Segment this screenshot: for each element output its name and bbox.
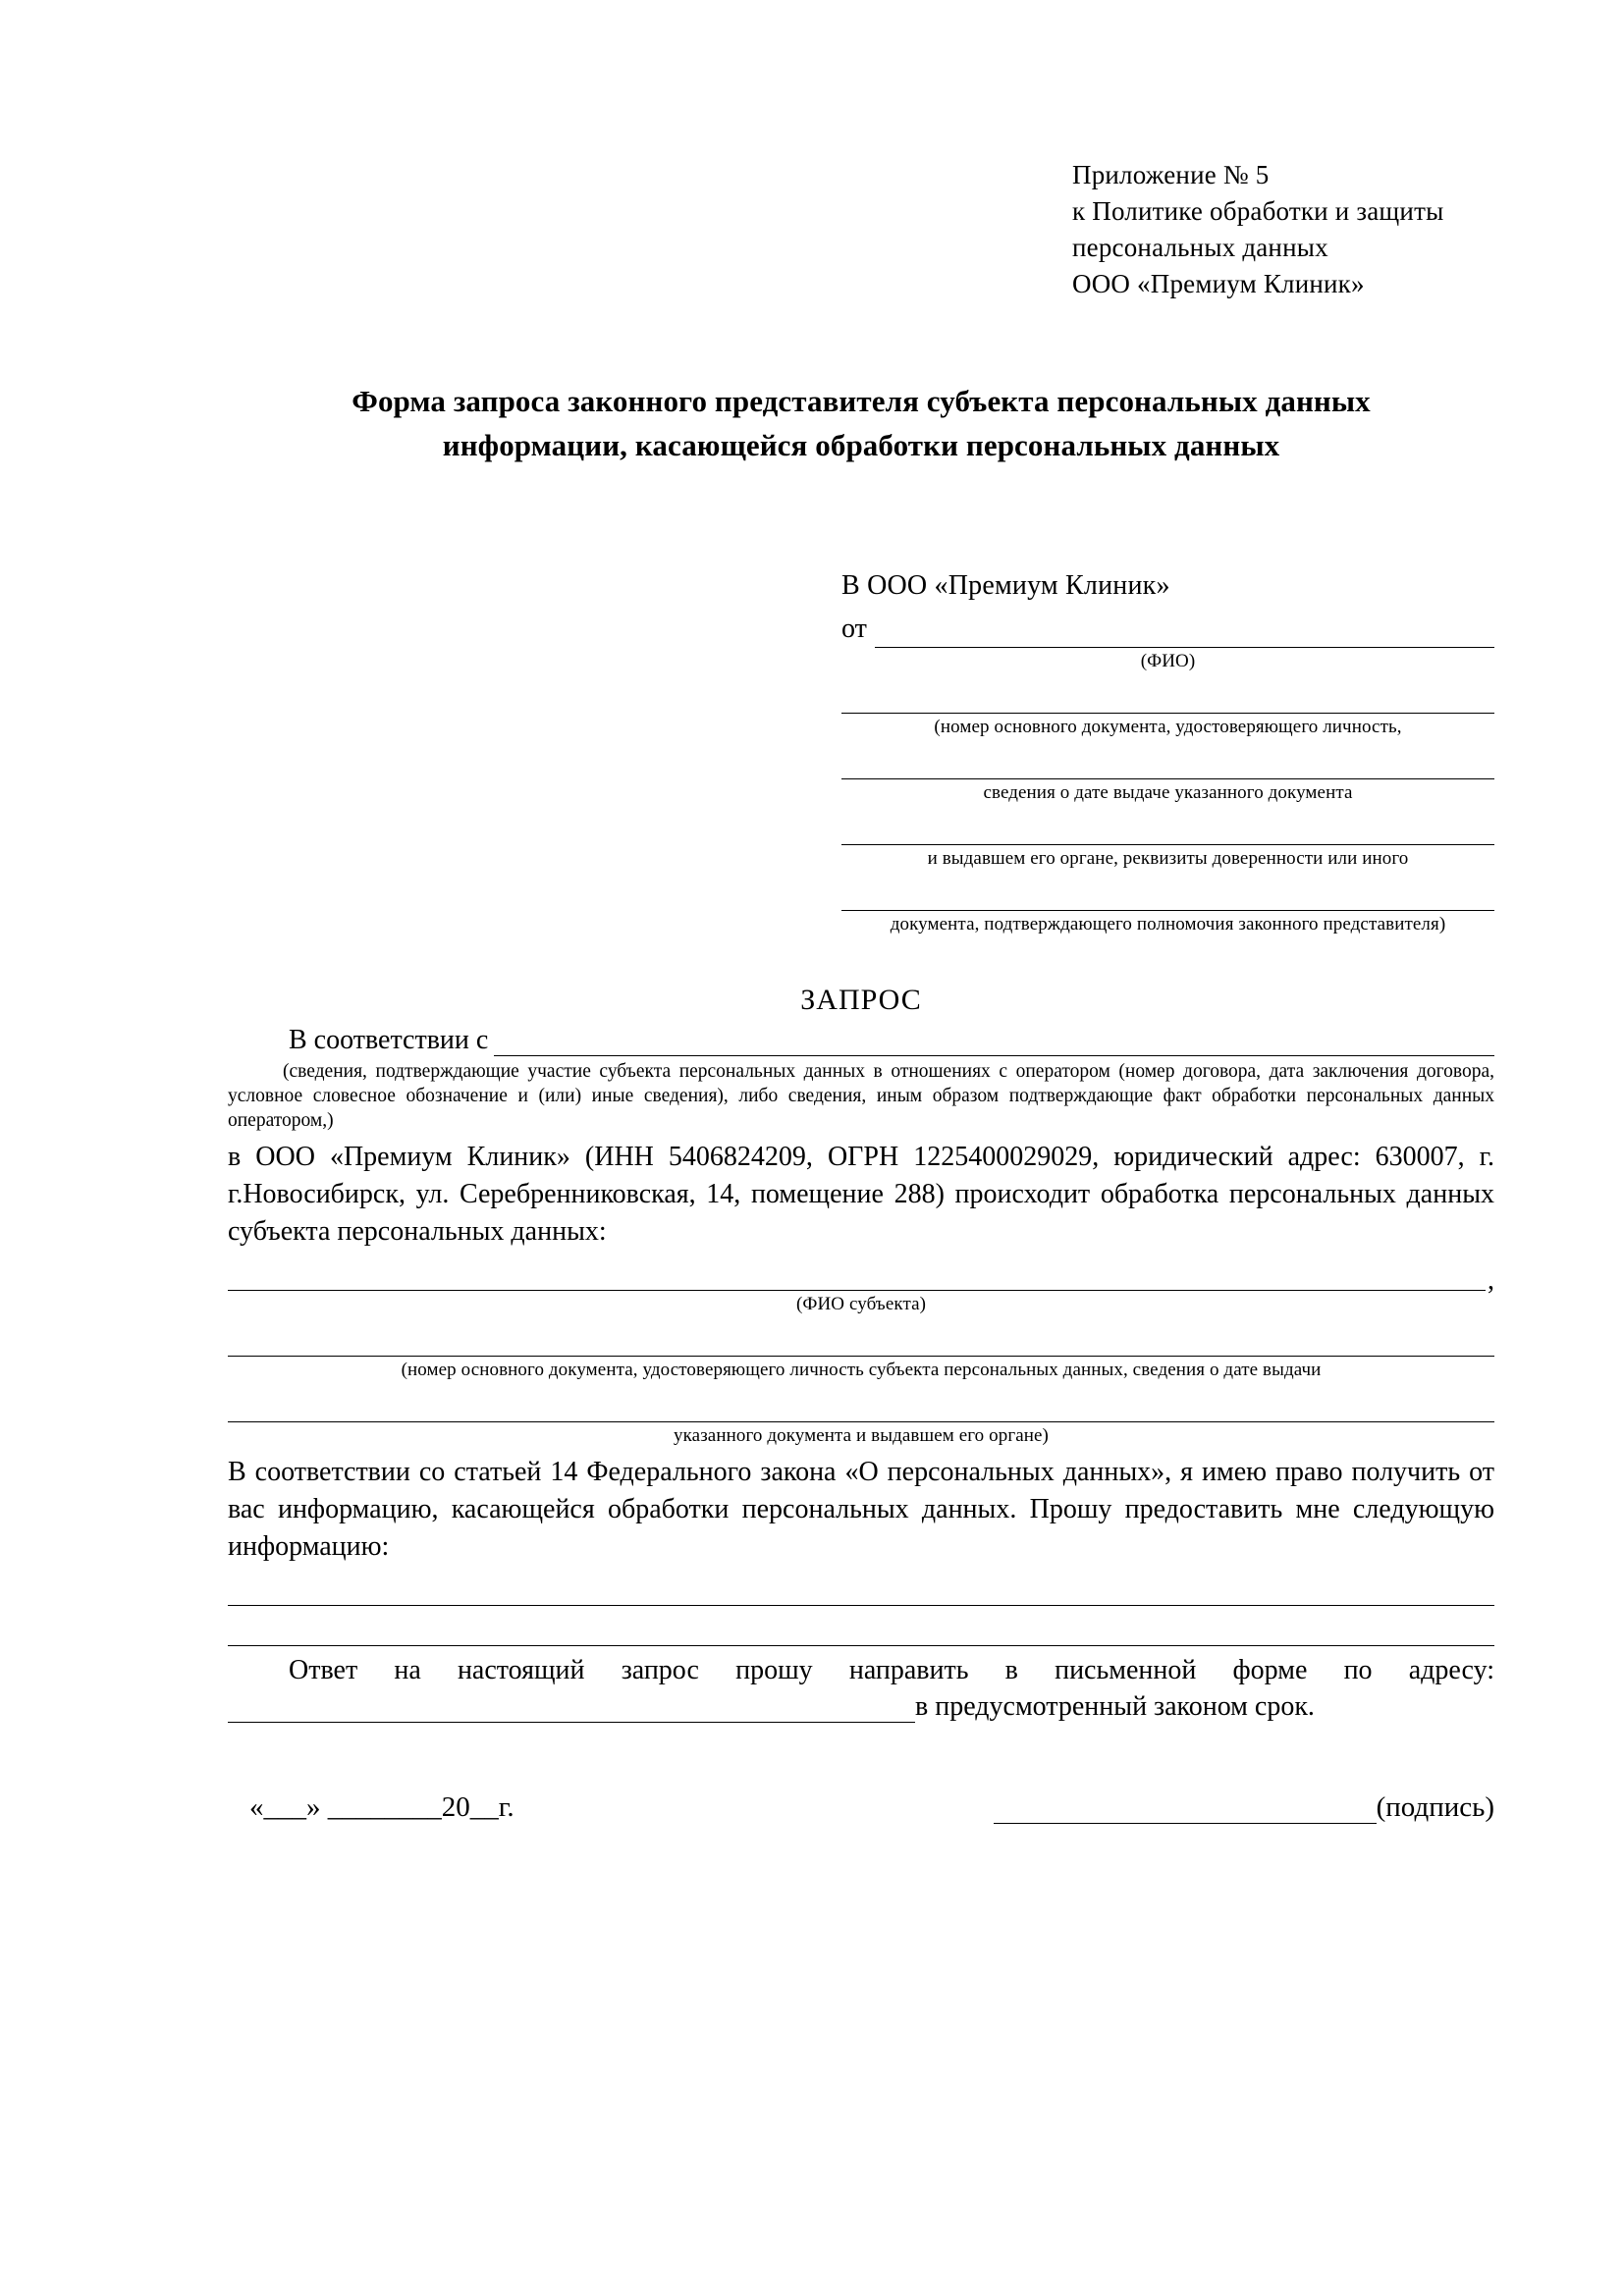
page-title-line-1: Форма запроса законного представителя субъекта персональных данных xyxy=(352,384,1371,418)
subject-doc-organ-input-line[interactable] xyxy=(228,1396,1494,1422)
caption-doc-organ: и выдавшем его органе, реквизиты доверенности или иного xyxy=(927,848,1409,869)
in-accordance-label: В соответствии с xyxy=(289,1025,489,1055)
requested-info-line-1[interactable] xyxy=(228,1579,1494,1606)
document-body xyxy=(228,157,1494,1824)
doc-number-input-line[interactable] xyxy=(841,687,1494,714)
subject-doc-field xyxy=(228,1330,1494,1382)
in-accordance-row xyxy=(228,1025,1494,1056)
caption-doc-authority: документа, подтверждающего полномочия законного представителя) xyxy=(890,914,1446,934)
from-label: от xyxy=(841,614,867,644)
signature-input-line[interactable] xyxy=(994,1801,1377,1824)
law-paragraph: В соответствии со статьей 14 Федерального закона «О персональных данных», я имею право получить от вас информацию, касающейся обработки персональных данных. Прошу предоставить мне следующую информацию: xyxy=(228,1457,1494,1562)
signature-field xyxy=(994,1791,1494,1824)
subject-doc-organ-field xyxy=(228,1396,1494,1448)
page-title-line-2: информации, касающейся обработки персональных данных xyxy=(442,428,1280,462)
date-field[interactable]: «___» ________20__г. xyxy=(249,1791,514,1823)
addressee-block xyxy=(841,567,1494,936)
doc-number-field xyxy=(841,687,1494,739)
subject-fio-comma: , xyxy=(1488,1265,1494,1296)
signature-label: (подпись) xyxy=(1376,1791,1494,1823)
requested-info-line-2[interactable] xyxy=(228,1620,1494,1646)
appendix-company: ООО «Премиум Клиник» xyxy=(1072,269,1365,298)
answer-address-row xyxy=(228,1691,1494,1723)
appendix-header xyxy=(1072,157,1494,302)
addressee-organization: В ООО «Премиум Клиник» xyxy=(841,570,1170,601)
caption-doc-date: сведения о дате выдаче указанного документа xyxy=(983,782,1353,803)
caption-subject-fio: (ФИО субъекта) xyxy=(795,1294,927,1314)
caption-fio: (ФИО) xyxy=(1140,651,1196,671)
from-fio-input-line[interactable] xyxy=(875,621,1494,648)
requested-info-line-2-wrap xyxy=(228,1620,1494,1646)
appendix-policy-line2: персональных данных xyxy=(1072,233,1328,262)
requested-info-line-1-wrap xyxy=(228,1579,1494,1606)
subject-doc-input-line[interactable] xyxy=(228,1330,1494,1357)
subject-fio-field xyxy=(228,1264,1494,1296)
doc-date-input-line[interactable] xyxy=(841,753,1494,779)
in-accordance-note-text: (сведения, подтверждающие участие субъекта персональных данных в отношениях с оператором (номер договора, дата заключения договора, условное словесное обозначение и (или) иные сведения), либо сведения, иным образом подтверждающие факт обработки персональных данных оператором,) xyxy=(228,1061,1494,1131)
caption-subject-doc: (номер основного документа, удостоверяющего личность субъекта персональных данных, сведения о дате выдачи xyxy=(401,1360,1322,1380)
answer-address-input-line[interactable] xyxy=(228,1698,915,1723)
doc-organ-input-line[interactable] xyxy=(841,819,1494,845)
request-heading: ЗАПРОС xyxy=(800,984,922,1016)
in-accordance-note xyxy=(228,1059,1494,1133)
doc-organ-field xyxy=(841,819,1494,871)
subject-fio-input-line[interactable] xyxy=(228,1264,1486,1291)
caption-doc-number: (номер основного документа, удостоверяющего личность, xyxy=(934,717,1402,737)
answer-request-paragraph: Ответ на настоящий запрос прошу направить в письменной форме по адресу: xyxy=(289,1655,1494,1685)
page-title xyxy=(228,379,1494,467)
doc-authority-input-line[interactable] xyxy=(841,884,1494,911)
signature-row xyxy=(228,1791,1494,1824)
doc-authority-field xyxy=(841,884,1494,936)
from-field-row xyxy=(841,611,1494,648)
operator-paragraph: в ООО «Премиум Клиник» (ИНН 5406824209, ОГРН 1225400029029, юридический адрес: 630007, г. г.Новосибирск, ул. Серебренниковская, 14, помещение 288) происходит обработка персональных данных субъекта персональных данных: xyxy=(228,1142,1494,1247)
caption-subject-doc-organ: указанного документа и выдавшем его органе) xyxy=(674,1425,1049,1446)
in-accordance-input-line[interactable] xyxy=(494,1030,1494,1056)
doc-date-field xyxy=(841,753,1494,805)
appendix-number: Приложение № 5 xyxy=(1072,160,1270,189)
answer-address-tail: в предусмотренный законом срок. xyxy=(915,1691,1315,1722)
appendix-policy-line1: к Политике обработки и защиты xyxy=(1072,196,1444,226)
